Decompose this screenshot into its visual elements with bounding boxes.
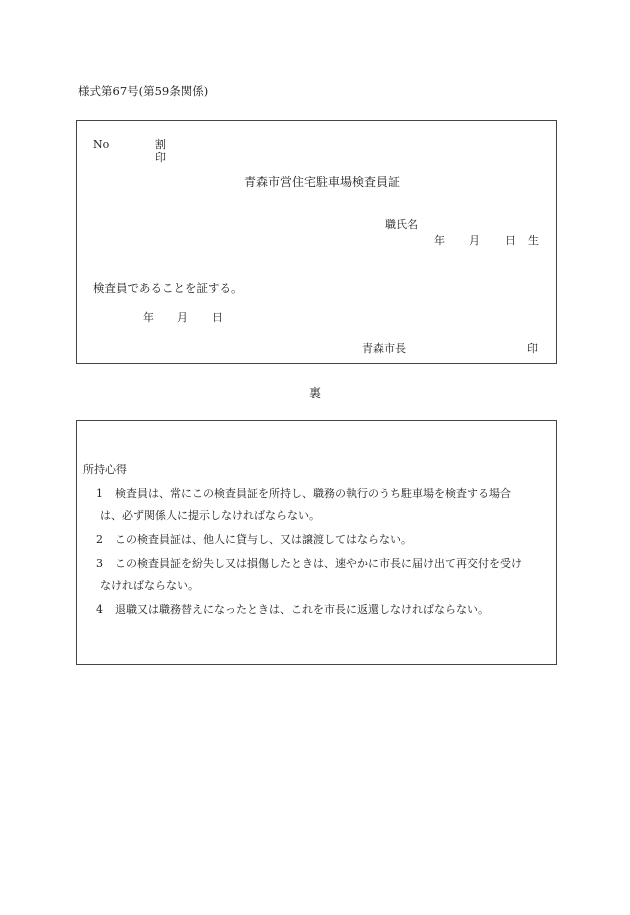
back-side-label: 裏 <box>308 386 321 400</box>
seal-top-char: 割 <box>155 138 166 151</box>
note-text: この検査員証は、他人に貸与し、又は譲渡してはならない。 <box>115 533 412 546</box>
note-number: 2 <box>96 533 103 546</box>
note-item-4 <box>96 604 489 615</box>
mayor-seal: 印 <box>527 342 538 355</box>
front-card <box>76 120 557 364</box>
seal-bottom-char: 印 <box>155 151 166 164</box>
birth-year-label: 年 <box>434 234 445 247</box>
note-item-3-continuation: なければならない。 <box>100 579 199 592</box>
form-number: 様式第67号(第59条関係) <box>78 84 209 98</box>
birth-born-label: 生 <box>528 234 539 247</box>
issue-day-label: 日 <box>212 311 223 324</box>
issue-year-label: 年 <box>143 311 154 324</box>
note-item-3 <box>96 558 522 569</box>
note-item-1 <box>96 488 511 499</box>
note-item-2 <box>96 534 412 545</box>
note-number: 3 <box>96 557 103 570</box>
birth-day-label: 日 <box>505 234 516 247</box>
card-title: 青森市営住宅駐車場検査員証 <box>244 175 401 189</box>
note-text: 退職又は職務替えになったときは、これを市長に返還しなければならない。 <box>115 603 489 616</box>
mayor-label: 青森市長 <box>362 342 406 355</box>
birth-month-label: 月 <box>469 234 480 247</box>
note-text: この検査員証を紛失し又は損傷したときは、速やかに市長に届け出て再交付を受け <box>115 557 522 570</box>
issue-month-label: 月 <box>177 311 188 324</box>
job-name-label: 職氏名 <box>385 218 418 231</box>
note-number: 4 <box>96 603 103 616</box>
note-text: 検査員は、常にこの検査員証を所持し、職務の執行のうち駐車場を検査する場合 <box>115 487 511 500</box>
certify-text: 検査員であることを証する。 <box>93 281 243 295</box>
note-number: 1 <box>96 487 103 500</box>
notes-title: 所持心得 <box>83 463 127 476</box>
note-item-1-continuation: は、必ず関係人に提示しなければならない。 <box>100 509 320 522</box>
no-label: No <box>93 138 110 151</box>
